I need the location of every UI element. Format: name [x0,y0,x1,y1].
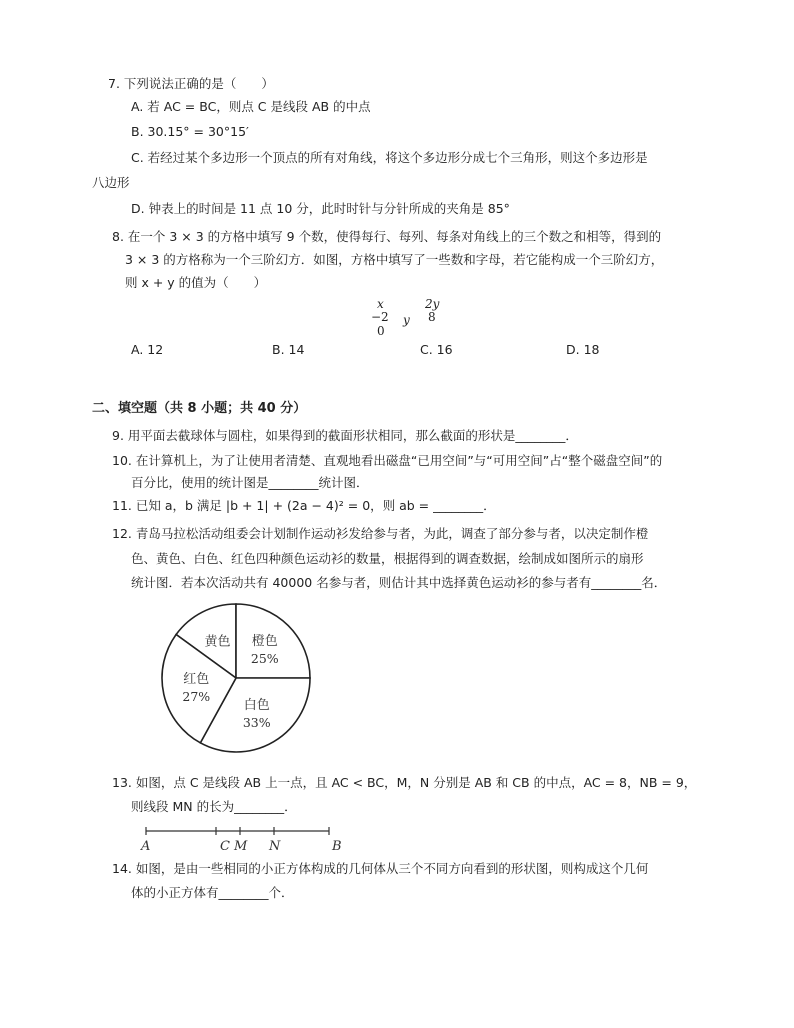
pie-label-2: 白色 [243,698,270,714]
grid-cell-y: y [403,313,410,327]
label-c: C [220,839,230,854]
pie-chart [146,588,326,768]
pie-value-label-2: 33% [242,715,271,731]
pie-label-1: 橙色 [251,634,278,650]
grid-cell-8: 8 [428,310,436,324]
q12-line3: 统计图．若本次活动共有 40000 名参与者，则估计其中选择黄色运动衫的参与者有________名． [131,575,667,590]
q8-option-b: B. 14 [272,342,305,357]
q8-line1: 8. 在一个 3 × 3 的方格中填写 9 个数，使得每行、每列、每条对角线上的三个数之和相等，得到的 [112,229,662,244]
q7-option-b: B. 30.15° = 30°15′ [131,124,249,139]
q8-line2: 3 × 3 的方格称为一个三阶幻方．如图，方格中填写了一些数和字母，若它能构成一个三阶幻方， [125,252,664,267]
q7-option-c-line2: 八边形 [92,175,130,190]
q7-option-d: D. 钟表上的时间是 11 点 10 分，此时时针与分针所成的夹角是 85° [131,201,510,216]
grid-cell-neg2: −2 [371,310,389,324]
q9: 9. 用平面去截球体与圆柱，如果得到的截面形状相同，那么截面的形状是________． [112,428,578,443]
q10-line2: 百分比，使用的统计图是________统计图． [131,475,369,490]
grid-cell-0: 0 [377,324,385,338]
label-b: B [332,839,342,854]
q7-option-c-line1: C. 若经过某个多边形一个顶点的所有对角线，将这个多边形分成七个三角形，则这个多边形是 [131,150,648,165]
pie-value-label-3: 27% [182,688,211,704]
label-n: N [269,839,281,854]
q14-line1: 14. 如图，是由一些相同的小正方体构成的几何体从三个不同方向看到的形状图，则构成这个几何 [112,861,649,876]
pie-label-0: 黄色 [204,634,231,650]
q8-line3: 则 x + y 的值为（ ） [125,275,267,290]
q8-option-a: A. 12 [131,342,164,357]
q12-line2: 色、黄色、白色、红色四种颜色运动衫的数量，根据得到的调查数据，绘制成如图所示的扇形 [131,551,644,566]
q7-option-a: A. 若 AC = BC，则点 C 是线段 AB 的中点 [131,99,371,114]
q13-line2: 则线段 MN 的长为________． [131,799,297,814]
grid-cell-x: x [377,297,384,311]
q10-line1: 10. 在计算机上，为了让使用者清楚、直观地看出磁盘“已用空间”与“可用空间”占“整个磁盘空间”的 [112,453,663,468]
q13-line1: 13. 如图，点 C 是线段 AB 上一点，且 AC < BC，M，N 分别是 AB 和 CB 的中点，AC = 8，NB = 9， [112,775,697,790]
q8-option-d: D. 18 [566,342,600,357]
q8-option-c: C. 16 [420,342,453,357]
q11: 11. 已知 a，b 满足 |b + 1| + (2a − 4)² = 0，则 ab = ________． [112,498,496,513]
q12-line1: 12. 青岛马拉松活动组委会计划制作运动衫发给参与者，为此，调查了部分参与者，以决定制作橙 [112,526,649,541]
q7-stem: 7. 下列说法正确的是（ ） [108,76,274,91]
pie-label-3: 红色 [183,671,210,687]
pie-value-label-1: 25% [250,651,279,667]
grid-cell-2y: 2y [425,297,440,311]
line-segment-figure [136,822,356,862]
label-a: A [141,839,151,854]
section-title: 二、填空题（共 8 小题；共 40 分） [92,401,307,416]
label-m: M [234,839,248,854]
q14-line2: 体的小正方体有________个． [131,885,294,900]
